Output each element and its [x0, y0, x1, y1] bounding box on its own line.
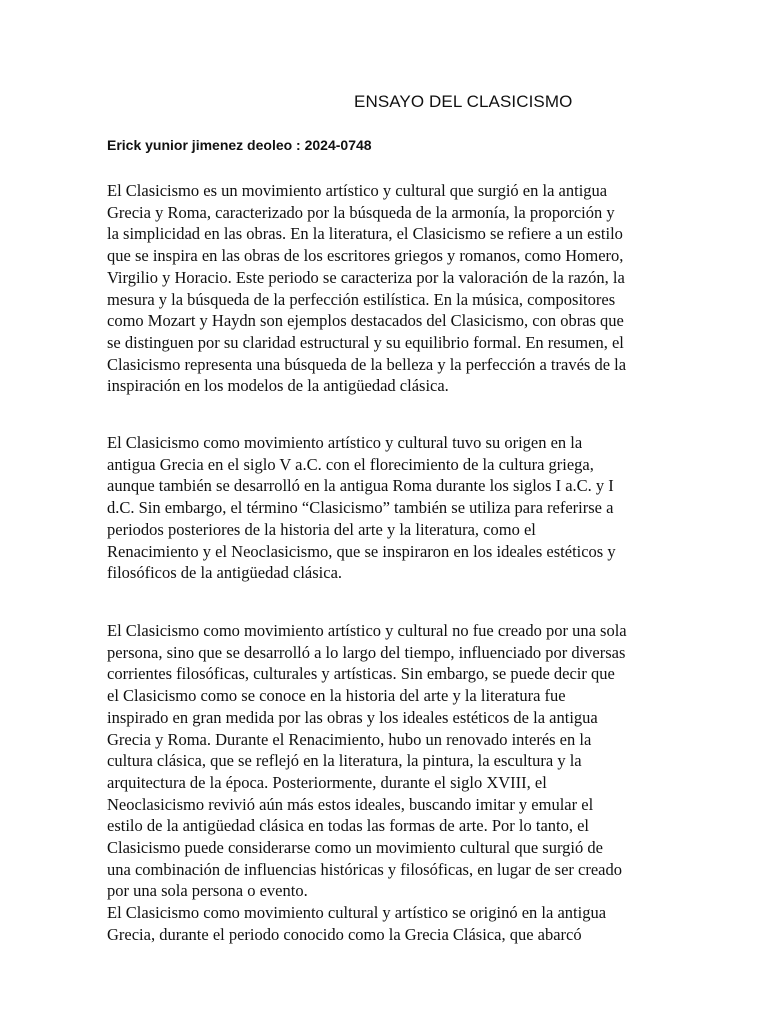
paragraph-line: como Mozart y Haydn son ejemplos destacados del Clasicismo, con obras que: [107, 311, 624, 331]
page-title: ENSAYO DEL CLASICISMO: [354, 92, 573, 111]
paragraph-line: la simplicidad en las obras. En la literatura, el Clasicismo se refiere a un estilo: [107, 224, 623, 244]
paragraph-line: antigua Grecia en el siglo V a.C. con el florecimiento de la cultura griega,: [107, 454, 594, 474]
paragraph-1: [107, 180, 667, 397]
paragraph-line: periodos posteriores de la historia del arte y la literatura, como el: [107, 519, 536, 539]
paragraph-line: inspiración en los modelos de la antigüedad clásica.: [107, 376, 449, 396]
paragraph-line: una combinación de influencias históricas y filosóficas, en lugar de ser creado: [107, 859, 622, 879]
paragraph-line: El Clasicismo como movimiento artístico y cultural tuvo su origen en la: [107, 433, 583, 452]
paragraph-line: Neoclasicismo revivió aún más estos ideales, buscando imitar y emular el: [107, 794, 594, 814]
paragraph-line: el Clasicismo como se conoce en la historia del arte y la literatura fue: [107, 686, 566, 706]
paragraph-line: El Clasicismo es un movimiento artístico y cultural que surgió en la antigua: [107, 181, 608, 200]
paragraph-line: Renacimiento y el Neoclasicismo, que se inspiraron en los ideales estéticos y: [107, 541, 616, 561]
paragraph-line: Grecia, durante el periodo conocido como la Grecia Clásica, que abarcó: [107, 924, 582, 944]
paragraph-line: El Clasicismo como movimiento cultural y artístico se originó en la antigua: [107, 903, 607, 923]
paragraph-line: se distinguen por su claridad estructural y su equilibrio formal. En resumen, el: [107, 332, 624, 352]
paragraph-line: Clasicismo representa una búsqueda de la belleza y la perfección a través de la: [107, 354, 627, 374]
paragraph-line: que se inspira en las obras de los escritores griegos y romanos, como Homero,: [107, 246, 624, 266]
paragraph-line: por una sola persona o evento.: [107, 881, 308, 901]
paragraph-line: Grecia y Roma. Durante el Renacimiento, hubo un renovado interés en la: [107, 729, 592, 749]
paragraph-line: filosóficos de la antigüedad clásica.: [107, 563, 343, 583]
paragraph-line: Virgilio y Horacio. Este periodo se caracteriza por la valoración de la razón, la: [107, 267, 625, 287]
paragraph-line: mesura y la búsqueda de la perfección estilística. En la música, compositores: [107, 289, 616, 309]
paragraph-line: Clasicismo puede considerarse como un movimiento cultural que surgió de: [107, 838, 603, 858]
author-line: Erick yunior jimenez deoleo : 2024-0748: [107, 137, 372, 153]
paragraph-line: arquitectura de la época. Posteriormente, durante el siglo XVIII, el: [107, 772, 547, 792]
paragraph-3: [107, 620, 667, 946]
paragraph-line: El Clasicismo como movimiento artístico y cultural no fue creado por una sola: [107, 621, 627, 640]
paragraph-line: estilo de la antigüedad clásica en todas las formas de arte. Por lo tanto, el: [107, 816, 590, 836]
paragraph-line: d.C. Sin embargo, el término “Clasicismo” también se utiliza para referirse a: [107, 498, 614, 518]
paragraph-line: Grecia y Roma, caracterizado por la búsqueda de la armonía, la proporción y: [107, 202, 615, 222]
paragraph-line: persona, sino que se desarrolló a lo largo del tiempo, influenciado por diversas: [107, 642, 626, 662]
paragraph-2: [107, 432, 667, 584]
paragraph-line: aunque también se desarrolló en la antigua Roma durante los siglos I a.C. y I: [107, 476, 614, 496]
paragraph-line: inspirado en gran medida por las obras y los ideales estéticos de la antigua: [107, 707, 598, 727]
paragraph-line: corrientes filosóficas, culturales y artísticas. Sin embargo, se puede decir que: [107, 664, 615, 684]
paragraph-line: cultura clásica, que se reflejó en la literatura, la pintura, la escultura y la: [107, 751, 582, 771]
